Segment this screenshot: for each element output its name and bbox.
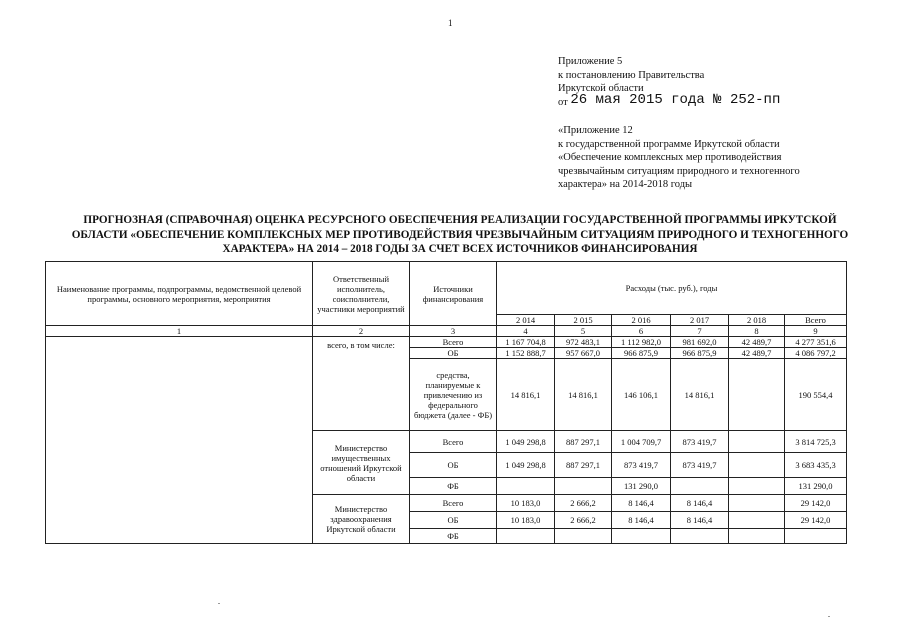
col-number: 5 [555,326,612,337]
value-cell: 131 290,0 [612,478,671,495]
header-year: 2 015 [555,315,612,326]
value-cell: 2 666,2 [555,495,612,512]
value-cell: 1 112 982,0 [612,337,671,348]
title-line: ХАРАКТЕРА» НА 2014 – 2018 ГОДЫ ЗА СЧЕТ ВСЕХ ИСТОЧНИКОВ ФИНАНСИРОВАНИЯ [222,243,698,255]
appendix-block [558,55,780,109]
header-year: 2 014 [497,315,555,326]
value-cell: 2 666,2 [555,512,612,529]
source-cell: Всего [410,431,497,453]
source-cell: средства, планируемые к привлечению из федерального бюджета (далее - ФБ) [410,359,497,431]
value-cell [729,431,785,453]
value-cell: 146 106,1 [612,359,671,431]
value-cell [729,478,785,495]
col-number: 7 [671,326,729,337]
value-cell: 972 483,1 [555,337,612,348]
value-cell: 14 816,1 [671,359,729,431]
date-handwritten: 26 мая 2015 года № 252-пп [570,91,781,108]
value-cell: 8 146,4 [671,495,729,512]
program-name-cell [46,337,313,544]
col-number: 9 [785,326,847,337]
value-cell: 873 419,7 [671,453,729,478]
value-cell [671,478,729,495]
scan-speck [218,603,220,604]
header-year: Всего [785,315,847,326]
value-cell [612,529,671,544]
value-cell: 190 554,4 [785,359,847,431]
value-cell [785,529,847,544]
header-year: 2 016 [612,315,671,326]
resource-table [45,261,847,544]
col-number: 4 [497,326,555,337]
value-cell: 10 183,0 [497,495,555,512]
col-number: 3 [410,326,497,337]
col-number: 1 [46,326,313,337]
value-cell [497,529,555,544]
header-expenses: Расходы (тыс. руб.), годы [497,262,847,315]
value-cell: 14 816,1 [555,359,612,431]
appendix-date [558,91,781,110]
executor-cell: Министерство имущественных отношений Иркутской области [313,431,410,495]
header-name: Наименование программы, подпрограммы, ведомственной целевой программы, основного мероприятия, мероприятия [46,262,313,326]
value-cell [671,529,729,544]
value-cell [497,478,555,495]
appendix-line: «Приложение 12 [558,125,633,136]
value-cell: 1 152 888,7 [497,348,555,359]
appendix-line: чрезвычайным ситуациям природного и техногенного [558,165,800,177]
value-cell: 1 167 704,8 [497,337,555,348]
appendix-line: Иркутской области [558,83,644,94]
value-cell: 981 692,0 [671,337,729,348]
header-year: 2 018 [729,315,785,326]
value-cell: 8 146,4 [612,512,671,529]
value-cell: 1 049 298,8 [497,453,555,478]
value-cell [555,478,612,495]
value-cell: 957 667,0 [555,348,612,359]
program-appendix-block [558,124,858,192]
title-line: ОБЛАСТИ «ОБЕСПЕЧЕНИЕ КОМПЛЕКСНЫХ МЕР ПРОТИВОДЕЙСТВИЯ ЧРЕЗВЫЧАЙНЫМ СИТУАЦИЯМ ПРИРОДНОГО И ТЕХНОГЕННОГО [71,228,849,241]
value-cell: 131 290,0 [785,478,847,495]
value-cell: 8 146,4 [671,512,729,529]
title-line: ПРОГНОЗНАЯ (СПРАВОЧНАЯ) ОЦЕНКА РЕСУРСНОГО ОБЕСПЕЧЕНИЯ РЕАЛИЗАЦИИ ГОСУДАРСТВЕННОЙ ПРОГРАММЫ ИРКУТСКОЙ [83,214,837,226]
value-cell: 887 297,1 [555,431,612,453]
appendix-line: к государственной программе Иркутской области [558,138,780,150]
header-executor: Ответственный исполнитель, соисполнители, участники мероприятий [313,262,410,326]
header-sources: Источники финансирования [410,262,497,326]
col-number: 8 [729,326,785,337]
scan-speck [828,616,830,617]
value-cell: 3 814 725,3 [785,431,847,453]
value-cell: 29 142,0 [785,495,847,512]
value-cell [729,495,785,512]
value-cell: 887 297,1 [555,453,612,478]
appendix-line: к постановлению Правительства [558,69,705,81]
value-cell: 1 049 298,8 [497,431,555,453]
value-cell: 10 183,0 [497,512,555,529]
source-cell: ФБ [410,478,497,495]
value-cell: 966 875,9 [671,348,729,359]
value-cell [729,453,785,478]
value-cell: 42 489,7 [729,337,785,348]
col-number: 2 [313,326,410,337]
value-cell: 8 146,4 [612,495,671,512]
header-year: 2 017 [671,315,729,326]
value-cell [729,529,785,544]
executor-cell: Министерство здравоохранения Иркутской области [313,495,410,544]
value-cell: 29 142,0 [785,512,847,529]
value-cell: 4 277 351,6 [785,337,847,348]
appendix-line: «Обеспечение комплексных мер противодействия [558,152,782,163]
value-cell: 4 086 797,2 [785,348,847,359]
total-label: всего, в том числе: [313,337,410,431]
value-cell [729,359,785,431]
source-cell: ОБ [410,512,497,529]
value-cell: 873 419,7 [671,431,729,453]
appendix-line: Приложение 5 [558,56,623,67]
appendix-line: характера» на 2014-2018 годы [558,179,693,190]
value-cell: 966 875,9 [612,348,671,359]
source-cell: ОБ [410,348,497,359]
value-cell: 873 419,7 [612,453,671,478]
value-cell [729,512,785,529]
source-cell: ОБ [410,453,497,478]
value-cell: 14 816,1 [497,359,555,431]
source-cell: Всего [410,495,497,512]
page-number: 1 [448,18,453,28]
value-cell: 1 004 709,7 [612,431,671,453]
value-cell: 3 683 435,3 [785,453,847,478]
date-prefix: от [558,96,568,108]
document-title [40,213,880,257]
value-cell: 42 489,7 [729,348,785,359]
col-number: 6 [612,326,671,337]
source-cell: ФБ [410,529,497,544]
source-cell: Всего [410,337,497,348]
value-cell [555,529,612,544]
